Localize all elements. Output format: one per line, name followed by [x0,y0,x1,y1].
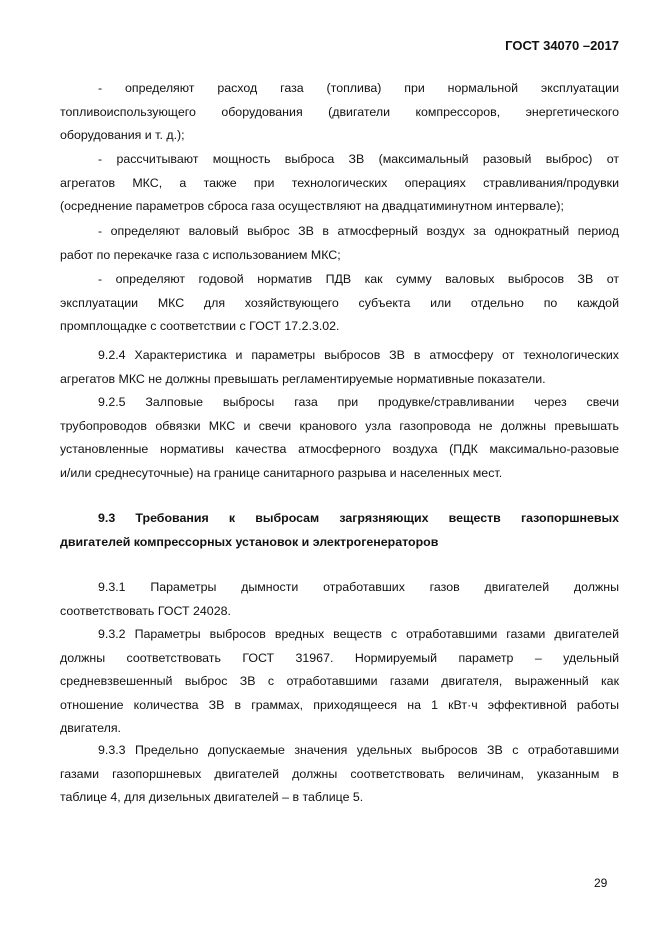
text-line: соответствовать ГОСТ 24028. [60,603,231,618]
text-line: 9.2.4 Характеристика и параметры выбросов ЗВ в атмосферу от технологических [98,348,619,362]
text-line: должны соответствовать ГОСТ 31967. Нормируемый параметр – удельный [60,650,619,665]
document-header: ГОСТ 34070 –2017 [505,38,619,53]
text-line: - определяют расход газа (топлива) при нормальной эксплуатации [98,81,619,95]
text-line: установленные нормативы качества атмосферного воздуха (ПДК максимально-разовые [60,442,619,457]
paragraph [60,391,619,485]
text-line: - рассчитывают мощность выброса ЗВ (максимальный разовый выброс) от [98,152,619,166]
text-line: газами газопоршневых двигателей должны соответствовать величинам, указанным в [60,766,619,781]
text-line: средневзвешенный выброс ЗВ с отработавшими газами двигателя, выраженный как [60,674,619,689]
section-heading [60,507,619,554]
text-line: 9.3 Требования к выбросам загрязняющих веществ газопоршневых [98,511,619,525]
text-line: - определяют валовый выброс ЗВ в атмосферный воздух за однократный период [98,224,619,238]
paragraph [60,344,619,391]
page-number: 29 [594,876,608,890]
text-line: промплощадке с соответствии с ГОСТ 17.2.3.02. [60,319,340,334]
text-line: таблице 4, для дизельных двигателей – в таблице 5. [60,790,364,805]
text-line: - определяют годовой норматив ПДВ как сумму валовых выбросов ЗВ от [98,272,619,286]
text-line: эксплуатации МКС для хозяйствующего субъекта или отдельно по каждой [60,295,619,310]
paragraph [60,576,619,623]
text-line: отношение количества ЗВ в граммах, приходящееся на 1 кВт·ч эффективной работы [60,697,619,712]
text-line: агрегатов МКС не должны превышать регламентируемые нормативные показатели. [60,371,546,386]
paragraph [60,77,619,148]
text-line: топливоиспользующего оборудования (двигатели компрессоров, энергетического [60,104,619,119]
text-line: и/или среднесуточные) на границе санитарного разрыва и населенных мест. [60,465,503,480]
paragraph [60,739,619,810]
text-line: 9.3.3 Предельно допускаемые значения удельных выбросов ЗВ с отработавшими [98,743,619,757]
text-line: (осреднение параметров сброса газа осуществляют на двадцатиминутном интервале); [60,199,564,214]
text-line: 9.2.5 Залповые выбросы газа при продувке/стравливании через свечи [98,395,619,409]
text-line: 9.3.2 Параметры выбросов вредных веществ с отработавшими газами двигателей [98,627,619,641]
text-line: двигателей компрессорных установок и электрогенераторов [60,534,439,549]
text-line: двигателя. [60,721,121,736]
paragraph [60,148,619,219]
paragraph [60,268,619,339]
paragraph [60,220,619,267]
text-line: 9.3.1 Параметры дымности отработавших газов двигателей должны [98,580,619,594]
paragraph [60,623,619,741]
text-line: работ по перекачке газа с использованием МКС; [60,247,341,262]
text-line: агрегатов МКС, а также при технологических операциях стравливания/продувки [60,175,619,190]
text-line: оборудования и т. д.); [60,128,185,143]
text-line: трубопроводов обвязки МКС и свечи кранового узла газопровода не должны превышать [60,418,619,433]
